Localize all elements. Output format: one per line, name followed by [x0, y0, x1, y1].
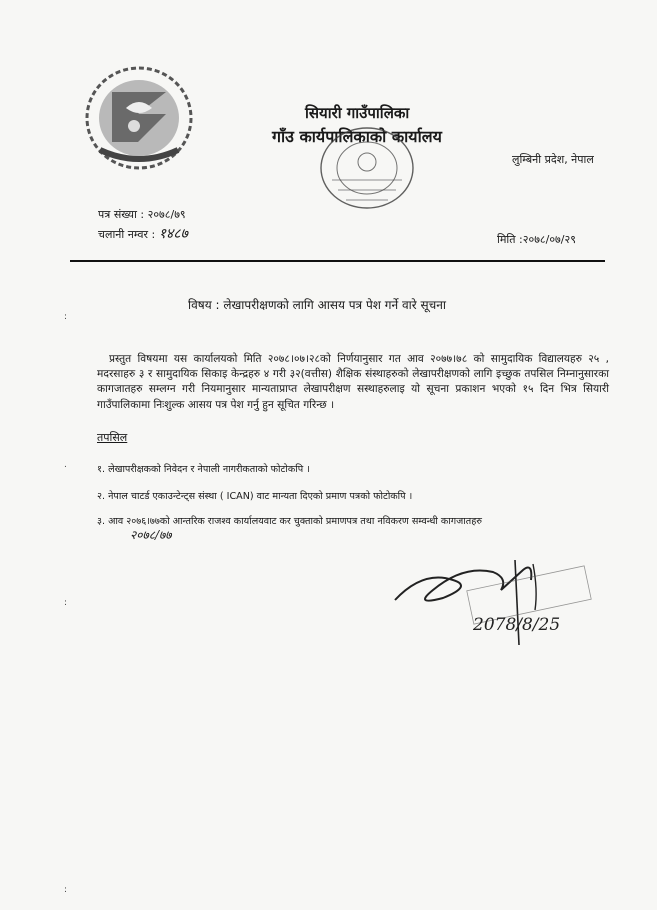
office-name: सियारी गाउँपालिका: [305, 104, 410, 122]
notice-body: प्रस्तुत विषयमा यस कार्यालयको मिति २०७८।०७।२८को निर्णयानुसार गत आव २०७७।७८ को सामुदायिक विद्यालयहरु २५ , मदरसाहरु ३ र सामुदायिक सिकाइ केन्द्रहरु ४ गरी ३२(वत्तीस) शैक्षिक संस्थाहरुको लेखापरीक्षणको लागि इच्छुक तपसिल निम्नानुसारका कागजातहरु सम्लग्न गरी नियमानुसार मान्यताप्राप्त लेखापरीक्षण सस्थाहरुलाइ यो सूचना प्रकाशन भएको १५ दिन भित्र सियारी गाउँपालिकामा निःशुल्क आसय पत्र पेश गर्नु हुन सूचित गरिन्छ ।: [97, 353, 609, 411]
annex-heading: तपसिल: [97, 431, 128, 444]
office-title: गाँउ कार्यपालिकाको कार्यालय: [272, 127, 442, 146]
dispatch-label: चलानी नम्वर :: [98, 228, 156, 241]
office-stamp-seal: [312, 118, 422, 218]
annex-item: १. लेखापरीक्षकको निवेदन र नेपाली नागरीकताको फोटोकपि ।: [97, 464, 310, 475]
subject-line: विषय : लेखापरीक्षणको लागि आसय पत्र पेश गर्ने वारे सूचना: [188, 298, 447, 312]
handwritten-correction: २०७८/७७: [130, 528, 172, 542]
letter-date: मिति :२०७८/०७/२९: [497, 233, 576, 246]
province-label: लुम्बिनी प्रदेश, नेपाल: [512, 153, 594, 166]
margin-mark: .: [64, 460, 67, 470]
signature: [383, 550, 593, 670]
signature-date: 2078/8/25: [473, 615, 561, 635]
annex-item: २. नेपाल चाटर्ड एकाउन्टेन्ट्स संस्था ( ICAN) वाट मान्यता दिएको प्रमाण पत्रको फोटोकपि ।: [97, 491, 413, 502]
margin-mark: :: [64, 598, 68, 608]
nepal-emblem-logo: [82, 62, 197, 172]
annex-item: ३. आव २०७६।७७को आन्तरिक राजश्व कार्यालयवाट कर चुक्ताको प्रमाणपत्र तथा नविकरण सम्वन्धी कागजातहरु: [97, 516, 483, 527]
margin-mark: :: [64, 312, 68, 322]
letter-number: पत्र संख्या : २०७८/७९: [98, 208, 186, 221]
header-divider: [70, 260, 605, 262]
dispatch-number-row: [98, 224, 188, 243]
dispatch-number: १४८७: [158, 226, 188, 242]
margin-mark: :: [64, 885, 68, 895]
